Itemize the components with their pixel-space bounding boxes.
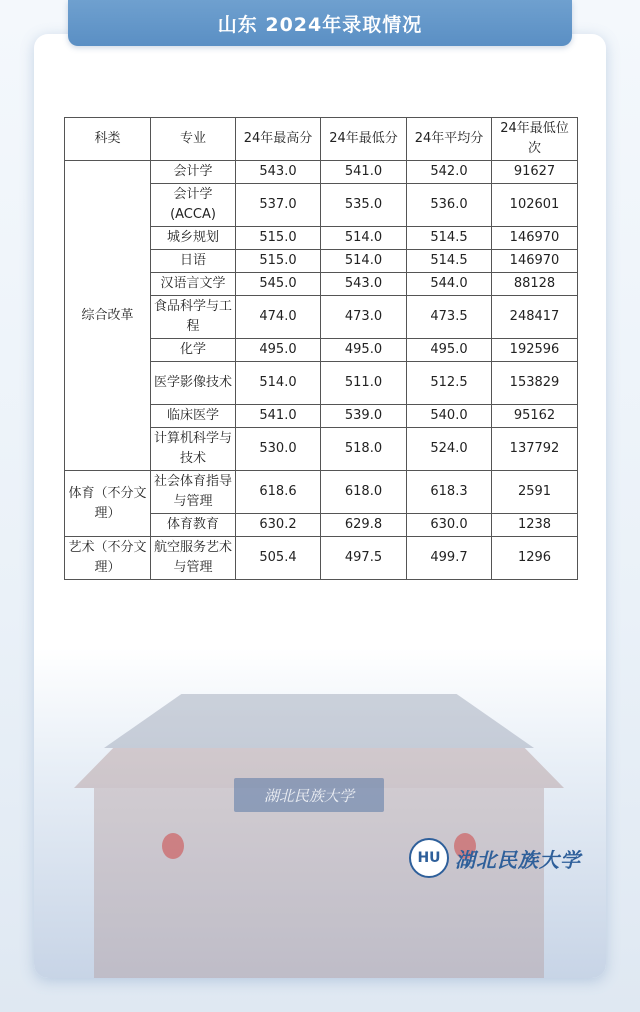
avg-score-cell: 618.3 [407, 471, 492, 514]
min-score-cell: 618.0 [321, 471, 407, 514]
max-score-cell: 618.6 [236, 471, 321, 514]
avg-score-cell: 542.0 [407, 161, 492, 184]
max-score-cell: 537.0 [236, 184, 321, 227]
min-score-cell: 495.0 [321, 339, 407, 362]
gate-sign [234, 778, 384, 812]
max-score-cell: 515.0 [236, 250, 321, 273]
avg-score-cell: 512.5 [407, 362, 492, 405]
header-category: 科类 [65, 118, 151, 161]
table-row [65, 161, 578, 184]
avg-score-cell: 524.0 [407, 428, 492, 471]
logo-mark-text: HU [417, 850, 441, 866]
min-score-cell: 514.0 [321, 227, 407, 250]
min-score-cell: 541.0 [321, 161, 407, 184]
min-score-cell: 535.0 [321, 184, 407, 227]
min-rank-cell: 2591 [492, 471, 578, 514]
max-score-cell: 543.0 [236, 161, 321, 184]
min-rank-cell: 146970 [492, 250, 578, 273]
header-min-score: 24年最低分 [321, 118, 407, 161]
min-rank-cell: 137792 [492, 428, 578, 471]
max-score-cell: 530.0 [236, 428, 321, 471]
min-rank-cell: 192596 [492, 339, 578, 362]
avg-score-cell: 544.0 [407, 273, 492, 296]
gate-sign-text: 湖北民族大学 [263, 786, 354, 805]
min-score-cell: 539.0 [321, 405, 407, 428]
header-max-score: 24年最高分 [236, 118, 321, 161]
gate-roof-upper [104, 688, 534, 748]
avg-score-cell: 495.0 [407, 339, 492, 362]
header-major: 专业 [151, 118, 236, 161]
gate-body [94, 788, 544, 978]
max-score-cell: 514.0 [236, 362, 321, 405]
table-row [65, 537, 578, 580]
university-name: 湖北民族大学 [455, 847, 581, 872]
avg-score-cell: 499.7 [407, 537, 492, 580]
page-title: 山东 2024年录取情况 [217, 13, 423, 36]
min-rank-cell: 153829 [492, 362, 578, 405]
major-cell: 食品科学与工程 [151, 296, 236, 339]
campus-gate-background [34, 648, 606, 978]
max-score-cell: 515.0 [236, 227, 321, 250]
min-score-cell: 497.5 [321, 537, 407, 580]
min-score-cell: 629.8 [321, 514, 407, 537]
avg-score-cell: 536.0 [407, 184, 492, 227]
table-header-row [65, 118, 578, 161]
min-rank-cell: 146970 [492, 227, 578, 250]
min-score-cell: 518.0 [321, 428, 407, 471]
avg-score-cell: 514.5 [407, 250, 492, 273]
category-cell: 体育（不分文理） [65, 471, 151, 537]
major-cell: 会计学 [151, 161, 236, 184]
lantern-icon [162, 833, 184, 859]
major-cell: 汉语言文学 [151, 273, 236, 296]
min-rank-cell: 1296 [492, 537, 578, 580]
max-score-cell: 630.2 [236, 514, 321, 537]
category-cell: 艺术（不分文理） [65, 537, 151, 580]
major-cell: 医学影像技术 [151, 362, 236, 405]
min-score-cell: 514.0 [321, 250, 407, 273]
max-score-cell: 505.4 [236, 537, 321, 580]
table-row [65, 471, 578, 514]
min-score-cell: 543.0 [321, 273, 407, 296]
university-emblem-icon [409, 838, 449, 878]
major-cell: 体育教育 [151, 514, 236, 537]
major-cell: 社会体育指导与管理 [151, 471, 236, 514]
content-card [34, 34, 606, 978]
major-cell: 化学 [151, 339, 236, 362]
max-score-cell: 545.0 [236, 273, 321, 296]
min-rank-cell: 1238 [492, 514, 578, 537]
min-rank-cell: 95162 [492, 405, 578, 428]
max-score-cell: 474.0 [236, 296, 321, 339]
major-cell: 航空服务艺术与管理 [151, 537, 236, 580]
university-logo [409, 838, 581, 878]
major-cell: 会计学(ACCA) [151, 184, 236, 227]
major-cell: 日语 [151, 250, 236, 273]
max-score-cell: 541.0 [236, 405, 321, 428]
page-title-banner [68, 0, 572, 46]
avg-score-cell: 540.0 [407, 405, 492, 428]
min-rank-cell: 88128 [492, 273, 578, 296]
min-rank-cell: 91627 [492, 161, 578, 184]
admission-table [64, 117, 578, 580]
avg-score-cell: 514.5 [407, 227, 492, 250]
header-avg-score: 24年平均分 [407, 118, 492, 161]
min-rank-cell: 102601 [492, 184, 578, 227]
avg-score-cell: 630.0 [407, 514, 492, 537]
min-rank-cell: 248417 [492, 296, 578, 339]
category-cell: 综合改革 [65, 161, 151, 471]
major-cell: 临床医学 [151, 405, 236, 428]
header-min-rank: 24年最低位次 [492, 118, 578, 161]
min-score-cell: 511.0 [321, 362, 407, 405]
max-score-cell: 495.0 [236, 339, 321, 362]
min-score-cell: 473.0 [321, 296, 407, 339]
major-cell: 城乡规划 [151, 227, 236, 250]
avg-score-cell: 473.5 [407, 296, 492, 339]
major-cell: 计算机科学与技术 [151, 428, 236, 471]
